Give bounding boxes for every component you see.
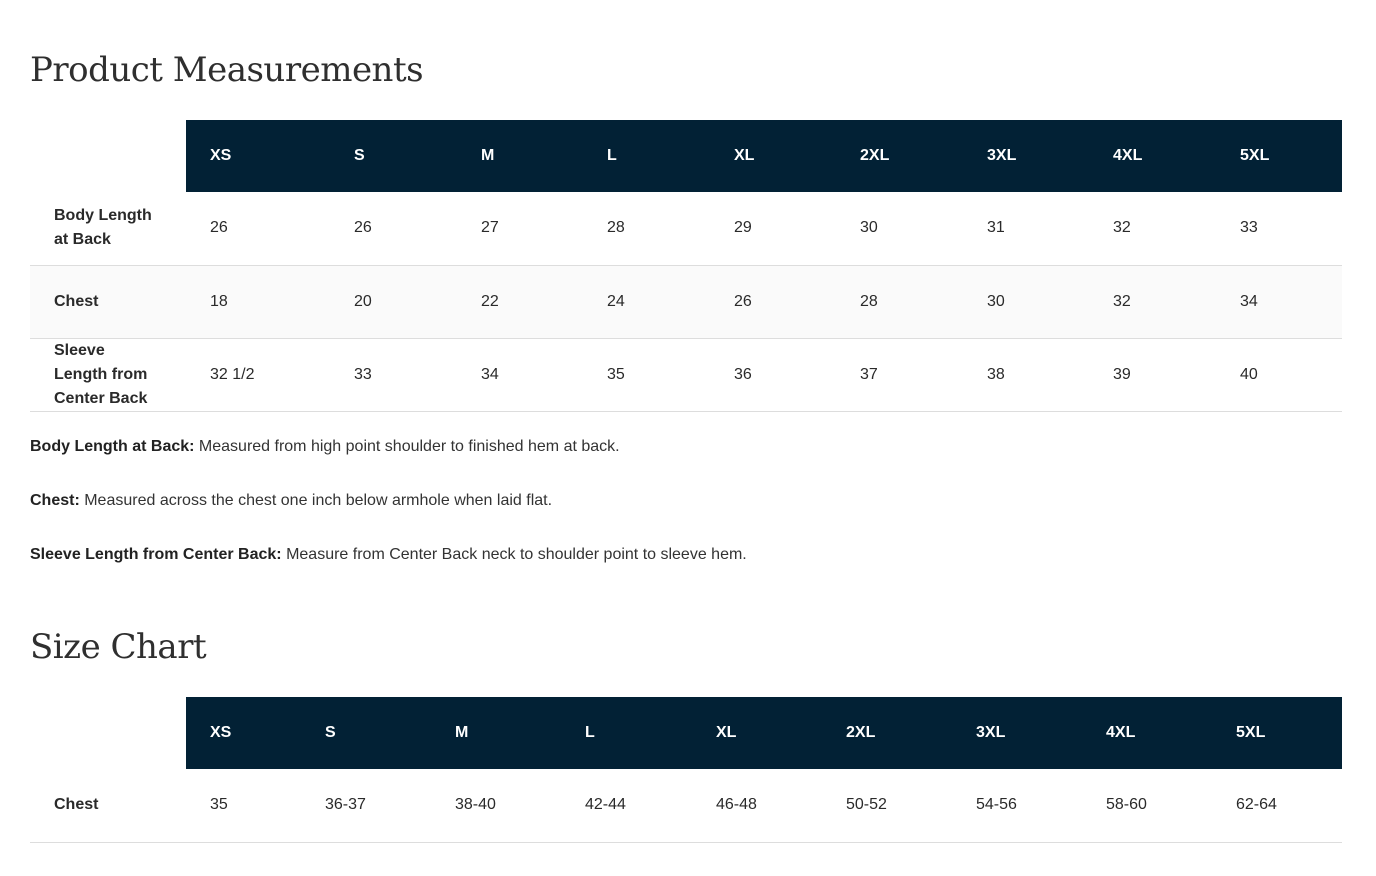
table-cell: 34 <box>457 338 583 411</box>
header-corner-cell <box>30 120 186 192</box>
size-header: 4XL <box>1082 697 1212 769</box>
size-header: XS <box>186 697 301 769</box>
table-cell: 30 <box>963 265 1089 338</box>
table-cell: 18 <box>186 265 330 338</box>
table-cell: 28 <box>836 265 963 338</box>
table-cell: 32 <box>1089 265 1216 338</box>
table-cell: 50-52 <box>822 769 952 842</box>
table-header-row <box>30 697 1342 769</box>
table-cell: 26 <box>186 192 330 265</box>
table-cell: 22 <box>457 265 583 338</box>
size-header: 4XL <box>1089 120 1216 192</box>
table-cell: 26 <box>330 192 457 265</box>
definition-text: Measured from high point shoulder to finished hem at back. <box>194 438 620 455</box>
table-cell: 32 <box>1089 192 1216 265</box>
table-cell: 27 <box>457 192 583 265</box>
size-header: L <box>561 697 692 769</box>
table-row <box>30 265 1342 338</box>
size-header: XS <box>186 120 330 192</box>
table-cell: 30 <box>836 192 963 265</box>
table-cell: 32 1/2 <box>186 338 330 411</box>
table-cell: 39 <box>1089 338 1216 411</box>
size-header: 2XL <box>822 697 952 769</box>
table-cell: 46-48 <box>692 769 822 842</box>
definition-chest <box>30 490 1330 512</box>
size-header: 3XL <box>963 120 1089 192</box>
measurement-definitions <box>30 436 1330 598</box>
table-row <box>30 769 1342 842</box>
definition-body-length <box>30 436 1330 458</box>
table-cell: 38-40 <box>431 769 561 842</box>
size-header: XL <box>692 697 822 769</box>
size-header: M <box>431 697 561 769</box>
table-cell: 31 <box>963 192 1089 265</box>
size-header: 5XL <box>1216 120 1342 192</box>
table-cell: 36-37 <box>301 769 431 842</box>
size-header: 2XL <box>836 120 963 192</box>
definition-term: Body Length at Back: <box>30 438 195 455</box>
table-cell: 36 <box>710 338 836 411</box>
table-cell: 54-56 <box>952 769 1082 842</box>
table-cell: 33 <box>1216 192 1342 265</box>
row-label: Body Length at Back <box>30 192 186 265</box>
size-header: M <box>457 120 583 192</box>
table-cell: 34 <box>1216 265 1342 338</box>
table-row <box>30 192 1342 265</box>
definition-term: Sleeve Length from Center Back: <box>30 546 282 563</box>
table-cell: 40 <box>1216 338 1342 411</box>
size-header: S <box>330 120 457 192</box>
size-header: 5XL <box>1212 697 1342 769</box>
size-header: L <box>583 120 710 192</box>
table-cell: 28 <box>583 192 710 265</box>
size-header: XL <box>710 120 836 192</box>
definition-text: Measure from Center Back neck to shoulder point to sleeve hem. <box>281 546 747 563</box>
row-label: Chest <box>30 769 186 842</box>
definition-sleeve-length <box>30 544 1330 566</box>
table-cell: 29 <box>710 192 836 265</box>
table-cell: 42-44 <box>561 769 692 842</box>
row-label: Sleeve Length from Center Back <box>30 338 186 411</box>
table-cell: 26 <box>710 265 836 338</box>
table-cell: 24 <box>583 265 710 338</box>
product-measurements-table <box>30 120 1342 412</box>
table-cell: 37 <box>836 338 963 411</box>
table-cell: 35 <box>583 338 710 411</box>
table-cell: 58-60 <box>1082 769 1212 842</box>
table-cell: 35 <box>186 769 301 842</box>
table-cell: 38 <box>963 338 1089 411</box>
table-cell: 20 <box>330 265 457 338</box>
table-cell: 62-64 <box>1212 769 1342 842</box>
size-chart-title: Size Chart <box>30 627 207 667</box>
size-chart-table <box>30 697 1342 843</box>
size-header: 3XL <box>952 697 1082 769</box>
size-header: S <box>301 697 431 769</box>
definition-text: Measured across the chest one inch below armhole when laid flat. <box>79 492 553 509</box>
row-label: Chest <box>30 265 186 338</box>
product-measurements-title: Product Measurements <box>30 50 424 90</box>
table-row <box>30 338 1342 411</box>
definition-term: Chest: <box>30 492 80 509</box>
header-corner-cell <box>30 697 186 769</box>
table-header-row <box>30 120 1342 192</box>
table-cell: 33 <box>330 338 457 411</box>
